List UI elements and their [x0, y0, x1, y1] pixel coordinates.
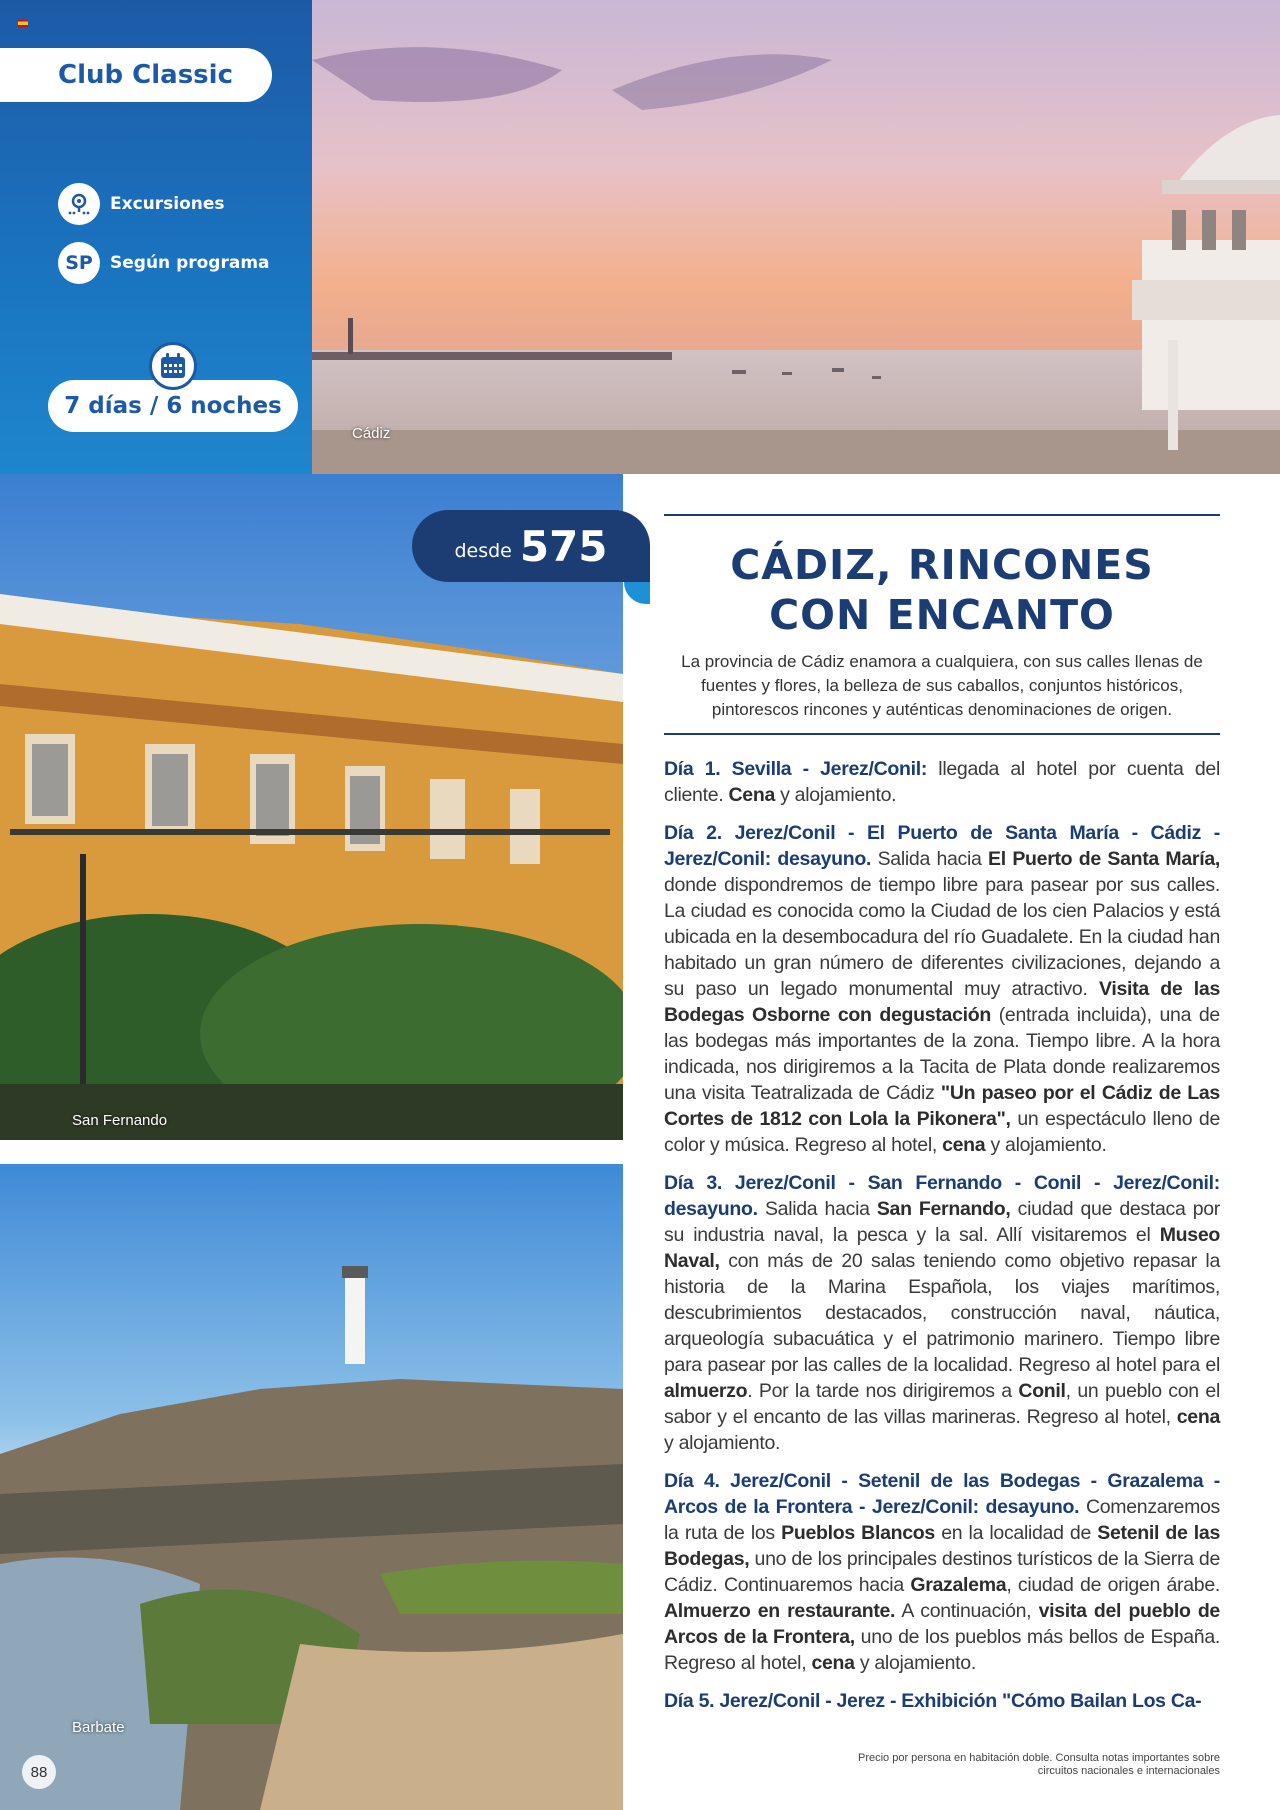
day-heading: Día 1. Sevilla - Jerez/Conil:	[664, 758, 928, 780]
divider	[664, 514, 1220, 516]
day-text: , ciudad de origen árabe.	[1006, 1574, 1220, 1596]
photo-barbate	[0, 1164, 623, 1810]
day-text: y alojamiento.	[854, 1652, 976, 1674]
day-heading: Día 3. Jerez/Conil - San Fernando - Conil - Jerez/Conil: desayuno.	[664, 1172, 1220, 1220]
day-text: con más de 20 salas teniendo como objetivo repasar la historia de la Marina Española, los viajes marítimos, descubrimientos destacados, construcción naval, náutica, arqueología subacuática y el patrimonio marinero. Tiempo libre para pasear por las calles de la localidad. Regreso al hotel para el	[664, 1250, 1220, 1376]
day-text: Salida hacia	[757, 1198, 877, 1220]
day-text: Comenzaremos la ruta de los	[664, 1496, 1221, 1544]
price-prefix: desde	[454, 540, 512, 562]
feature-excursions	[58, 183, 225, 225]
day-highlight: Museo Naval,	[664, 1224, 1220, 1272]
day-highlight: El Puerto de Santa María,	[988, 848, 1220, 870]
itinerary-day	[664, 756, 1220, 808]
photo-caption: San Fernando	[72, 1112, 168, 1129]
itinerary-day	[664, 1170, 1220, 1456]
price-amount: 575	[519, 521, 608, 571]
day-heading: Día 5. Jerez/Conil - Jerez - Exhibición "Cómo Bailan Los Ca-	[664, 1690, 1202, 1712]
day-highlight: Almuerzo en restaurante.	[664, 1600, 896, 1622]
day-text: y alojamiento.	[775, 784, 897, 806]
photo-cadiz	[312, 0, 1280, 474]
day-text: y alojamiento.	[985, 1134, 1107, 1156]
itinerary-day	[664, 820, 1220, 1158]
day-highlight: San Fernando,	[876, 1198, 1011, 1220]
day-heading: Día 2. Jerez/Conil - El Puerto de Santa María - Cádiz - Jerez/Conil: desayuno.	[664, 822, 1220, 870]
duration-badge: 7 días / 6 noches	[48, 380, 298, 432]
day-text: un espectáculo lleno de color y música. Regreso al hotel,	[664, 1108, 1220, 1156]
day-text: y alojamiento.	[664, 1432, 781, 1454]
map-pin-icon	[58, 183, 100, 225]
tour-title-line: CÁDIZ, RINCONES	[730, 541, 1154, 589]
day-text: Salida hacia	[871, 848, 989, 870]
page-number: 88	[22, 1755, 56, 1789]
spain-flag-icon	[18, 20, 28, 27]
price-footnote	[760, 1752, 1220, 1778]
day-text: donde dispondremos de tiempo libre para pasear por sus calles. La ciudad es conocida como la Ciudad de los cien Palacios y está ubicada en la desembocadura del río Guadalete. En la ciudad han habitado un gran número de diferentes civilizaciones, dejando a su paso un legado monumental muy atractivo.	[664, 874, 1220, 1000]
divider	[664, 733, 1220, 735]
day-highlight: "Un paseo por el Cádiz de Las Cortes de 1812 con Lola la Pikonera",	[664, 1082, 1220, 1130]
footnote-line: Precio por persona en habitación doble. Consulta notas importantes sobre	[857, 1752, 1220, 1764]
tour-title	[664, 540, 1220, 640]
itinerary	[664, 756, 1220, 1726]
day-highlight: Conil	[1018, 1380, 1066, 1402]
day-text: . Por la tarde nos dirigiremos a	[747, 1380, 1019, 1402]
calendar-icon	[149, 342, 197, 390]
day-highlight: cena	[942, 1134, 986, 1156]
day-highlight: Visita de las Bodegas Osborne con degustación	[664, 978, 1220, 1026]
feature-label: Excursiones	[110, 194, 225, 214]
day-highlight: cena	[811, 1652, 855, 1674]
day-text: llegada al hotel por cuenta del cliente.	[664, 758, 1220, 806]
sp-icon: SP	[58, 242, 100, 284]
day-text: ciudad que destaca por su industria naval, la pesca y la sal. Allí visitaremos el	[664, 1198, 1220, 1246]
itinerary-day	[664, 1688, 1220, 1714]
day-text: , un pueblo con el sabor y el encanto de las villas marineras. Regreso al hotel,	[664, 1380, 1220, 1428]
feature-label: Según programa	[110, 253, 270, 273]
footnote-line: circuitos nacionales e internacionales	[1037, 1765, 1220, 1777]
itinerary-day	[664, 1468, 1220, 1676]
day-text: (entrada incluida), una de las bodegas más importantes de la zona. Tiempo libre. A la hora indicada, nos dirigiremos a la Tacita de Plata donde realizaremos una visita Teatralizada de Cádiz	[664, 1004, 1220, 1104]
brand-panel	[0, 0, 312, 474]
day-highlight: Cena	[728, 784, 775, 806]
photo-caption: Barbate	[72, 1719, 125, 1736]
day-highlight: almuerzo	[664, 1380, 748, 1402]
day-highlight: visita del pueblo de Arcos de la Frontera,	[664, 1600, 1220, 1648]
day-highlight: Pueblos Blancos	[781, 1522, 935, 1544]
tour-intro: La provincia de Cádiz enamora a cualquiera, con sus calles llenas de fuentes y flores, la belleza de sus caballos, conjuntos históricos, pintorescos rincones y auténticas denominaciones de origen.	[681, 652, 1203, 719]
brand-label: Club Classic	[0, 48, 272, 102]
feature-program	[58, 242, 270, 284]
day-highlight: cena	[1176, 1406, 1220, 1428]
day-highlight: Setenil de las Bodegas,	[664, 1522, 1221, 1570]
price-badge-tail	[624, 582, 650, 604]
tour-title-line: CON ENCANTO	[769, 591, 1115, 639]
price-badge	[412, 510, 650, 582]
day-text: uno de los principales destinos turísticos de la Sierra de Cádiz. Continuaremos hacia	[664, 1548, 1220, 1596]
photo-caption: Cádiz	[352, 425, 391, 442]
day-text: A continuación,	[895, 1600, 1039, 1622]
day-heading: Día 4. Jerez/Conil - Setenil de las Bodegas - Grazalema - Arcos de la Frontera - Jerez/Conil: desayuno.	[664, 1470, 1220, 1518]
day-text: uno de los pueblos más bellos de España. Regreso al hotel,	[664, 1626, 1220, 1674]
day-highlight: Grazalema	[910, 1574, 1007, 1596]
day-text: en la localidad de	[934, 1522, 1098, 1544]
